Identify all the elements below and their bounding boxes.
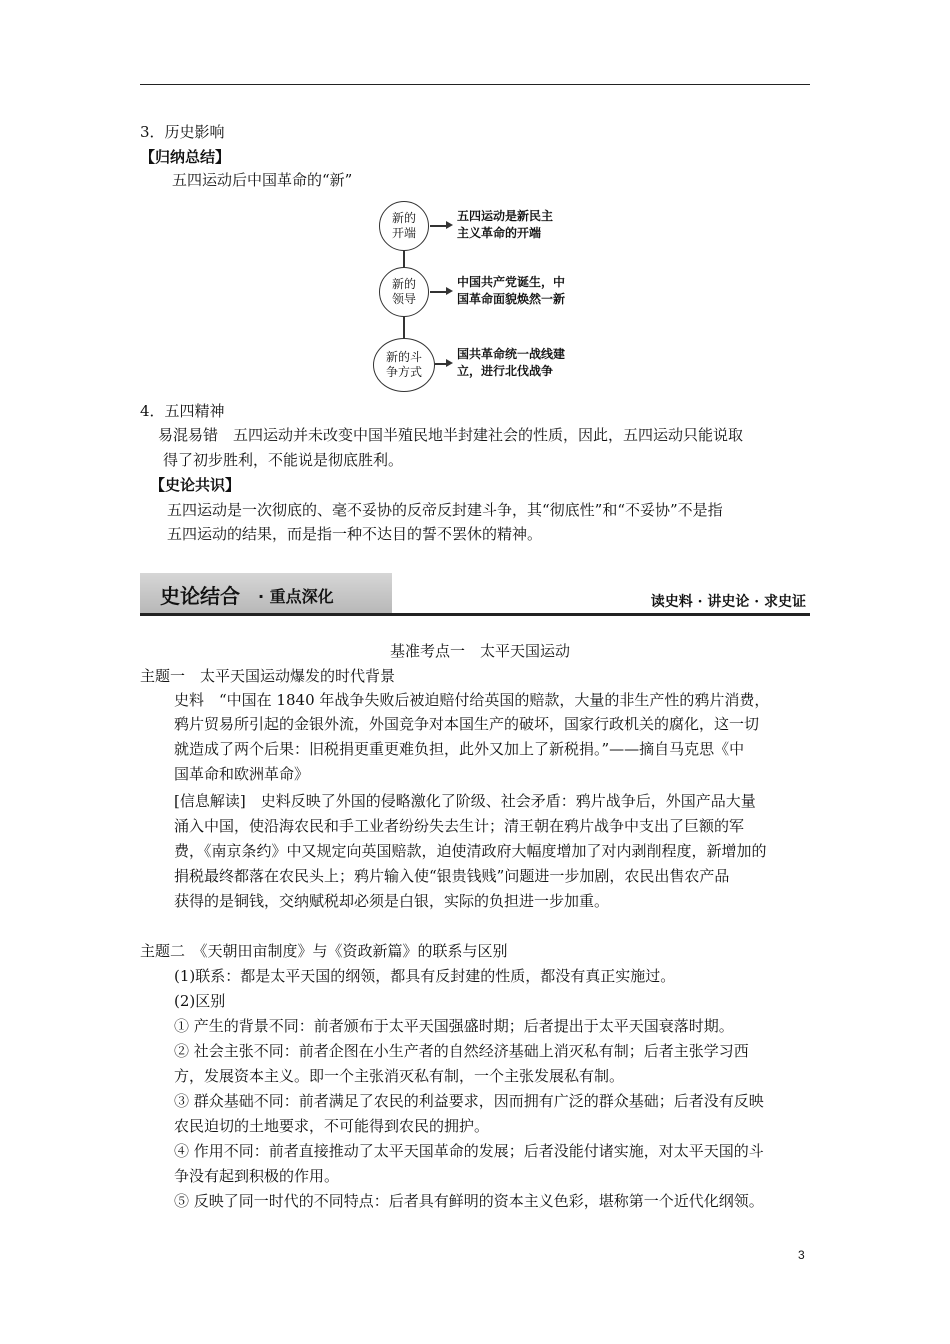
consensus-line-1: 五四运动是一次彻底的、毫不妥协的反帝反封建斗争，其“彻底性”和“不妥协”不是指 xyxy=(167,501,723,519)
list-item: 农民迫切的土地要求，不可能得到农民的拥护。 xyxy=(174,1117,490,1135)
section-heading-3: 3．历史影响 xyxy=(140,123,225,141)
section-banner xyxy=(140,573,810,617)
arrow-line xyxy=(430,291,446,293)
arrow-right-icon xyxy=(446,359,453,367)
consensus-line-2: 五四运动的结果，而是指一种不达目的誓不罢休的精神。 xyxy=(167,525,543,543)
banner-rule xyxy=(140,613,810,616)
diagram-node-start: 新的 开端 xyxy=(379,201,429,251)
interpret-line: 涌入中国，使沿海农民和手工业者纷纷失去生计；清王朝在鸦片战争中支出了巨额的军 xyxy=(174,817,745,835)
banner-subtitle: · 重点深化 xyxy=(258,587,334,606)
diagram-node-leadership: 新的 领导 xyxy=(379,267,429,317)
diagram-text-start: 五四运动是新民主 主义革命的开端 xyxy=(457,209,554,240)
section-heading-4: 4．五四精神 xyxy=(140,402,225,420)
summary-tag: 【归纳总结】 xyxy=(140,148,231,166)
interpret-line: 费，《南京条约》中又规定向英国赔款，迫使清政府大幅度增加了对内剥削程度，新增加的 xyxy=(174,842,767,860)
diagram-text-leadership: 中国共产党诞生，中 国革命面貌焕然一新 xyxy=(457,275,566,306)
banner-title: 史论结合 xyxy=(160,584,240,608)
diagram-node-struggle: 新的斗 争方式 xyxy=(373,338,435,392)
header-rule xyxy=(140,84,810,85)
source-line: 国革命和欧洲革命》 xyxy=(174,765,310,783)
list-item: ④ 作用不同：前者直接推动了太平天国革命的发展；后者没能付诸实施，对太平天国的斗 xyxy=(174,1142,764,1160)
arrow-right-icon xyxy=(446,287,453,295)
topic-2-heading: 主题二 《天朝田亩制度》与《资政新篇》的联系与区别 xyxy=(140,942,508,960)
arrow-right-icon xyxy=(446,221,453,229)
interpret-line: [信息解读] 史料反映了外国的侵略激化了阶级、社会矛盾：鸦片战争后，外国产品大量 xyxy=(174,792,756,810)
topic-1-heading: 主题一 太平天国运动爆发的时代背景 xyxy=(140,667,396,685)
banner-slogan: 读史料 · 讲史论 · 求史证 xyxy=(650,594,806,610)
confusion-line-2: 得了初步胜利，不能说是彻底胜利。 xyxy=(163,451,404,469)
arrow-line xyxy=(430,225,446,227)
source-line: 鸦片贸易所引起的金银外流，外国竞争对本国生产的破坏，国家行政机关的腐化，这一切 xyxy=(174,715,760,733)
diagram-title: 五四运动后中国革命的“新” xyxy=(172,171,353,189)
interpret-line: 获得的是铜钱，交纳赋税却必须是白银，实际的负担进一步加重。 xyxy=(174,892,610,910)
list-item: 方，发展资本主义。即一个主张消灭私有制，一个主张发展私有制。 xyxy=(174,1067,625,1085)
interpret-line: 捐税最终都落在农民头上；鸦片输入使“银贵钱贱”问题进一步加剧，农民出售农产品 xyxy=(174,867,730,885)
list-item: ① 产生的背景不同：前者颁布于太平天国强盛时期；后者提出于太平天国衰落时期。 xyxy=(174,1017,734,1035)
source-line: 就造成了两个后果：旧税捐更重更难负担，此外又加上了新税捐。”——摘自马克思《中 xyxy=(174,740,745,758)
confusion-line-1: 易混易错 五四运动并未改变中国半殖民地半封建社会的性质，因此，五四运动只能说取 xyxy=(158,426,744,444)
list-item: ⑤ 反映了同一时代的不同特点：后者具有鲜明的资本主义色彩，堪称第一个近代化纲领。 xyxy=(174,1192,764,1210)
kaodian-title: 基准考点一 太平天国运动 xyxy=(390,642,571,660)
list-item: ③ 群众基础不同：前者满足了农民的利益要求，因而拥有广泛的群众基础；后者没有反映 xyxy=(174,1092,764,1110)
list-item: ② 社会主张不同：前者企图在小生产者的自然经济基础上消灭私有制；后者主张学习西 xyxy=(174,1042,749,1060)
consensus-tag: 【史论共识】 xyxy=(150,476,241,494)
page-number: 3 xyxy=(798,1248,805,1262)
list-item: (1)联系：都是太平天国的纲领，都具有反封建的性质，都没有真正实施过。 xyxy=(174,967,676,985)
list-item: (2)区别 xyxy=(174,992,226,1010)
list-item: 争没有起到积极的作用。 xyxy=(174,1167,340,1185)
arrow-line xyxy=(435,363,446,365)
source-line: 史料 “中国在 1840 年战争失败后被迫赔付给英国的赔款，大量的非生产性的鸦片消费， xyxy=(174,691,770,709)
diagram-text-struggle: 国共革命统一战线建 立，进行北伐战争 xyxy=(457,347,566,378)
